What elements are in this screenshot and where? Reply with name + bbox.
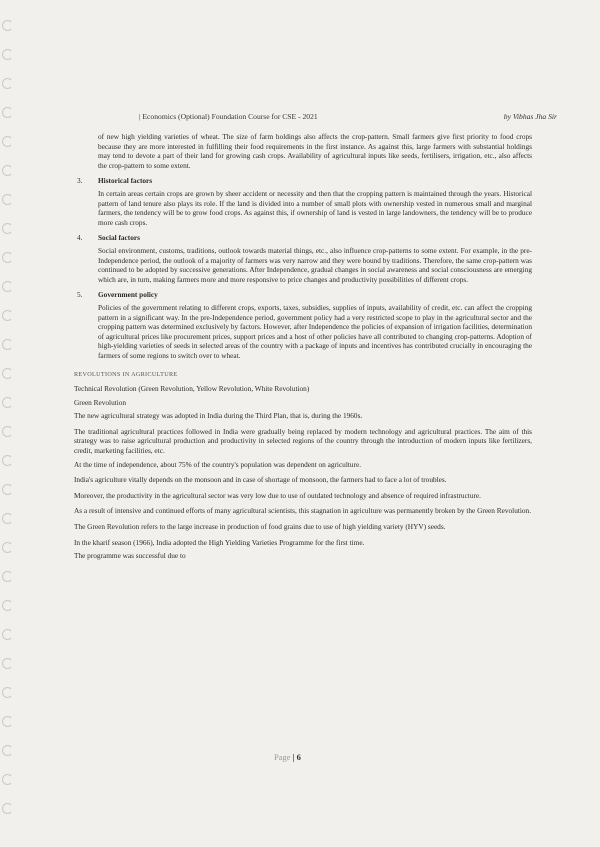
binder-hole	[2, 165, 13, 176]
factor-number: 4.	[77, 233, 83, 243]
binder-hole	[2, 107, 13, 118]
binder-hole	[2, 542, 13, 553]
paragraph: As a result of intensive and continued efforts of many agricultural scientists, this stagnation in agriculture was permanently broken by the Green Revolution.	[74, 506, 532, 516]
page-label: Page	[274, 752, 291, 762]
binder-hole	[2, 281, 13, 292]
header-author: by Vibhas Jha Sir	[503, 112, 557, 121]
binder-hole	[2, 136, 13, 147]
paragraph: The Green Revolution refers to the large increase in production of food grains due to use of high yielding variety (HYV) seeds.	[74, 522, 446, 531]
binder-hole	[2, 484, 13, 495]
binder-hole	[2, 78, 13, 89]
paragraph: Moreover, the productivity in the agricultural sector was very low due to use of outdated technology and absence of required infrastructure.	[74, 490, 481, 500]
binder-hole	[2, 803, 13, 814]
paragraph: The new agricultural strategy was adopted in India during the Third Plan, that is, during the 1960s.	[74, 411, 363, 421]
page-number: | 6	[292, 752, 301, 762]
binder-hole	[2, 223, 13, 234]
factor-title: Historical factors	[98, 176, 153, 186]
binder-hole	[2, 658, 13, 669]
binder-hole	[2, 252, 13, 263]
binder-hole	[2, 600, 13, 611]
paragraph: Technical Revolution (Green Revolution, Yellow Revolution, White Revolution)	[74, 384, 310, 394]
binder-hole	[2, 455, 13, 466]
factor-item	[74, 290, 532, 360]
paragraph: Green Revolution	[74, 397, 127, 407]
binder-hole	[2, 368, 13, 379]
binder-hole	[2, 571, 13, 582]
paragraph: At the time of independence, about 75% of the country's population was dependent on agriculture.	[74, 459, 362, 469]
binder-hole	[2, 310, 13, 321]
page-body	[74, 132, 532, 561]
factor-item	[74, 176, 532, 227]
binder-hole	[2, 339, 13, 350]
binder-hole	[2, 49, 13, 60]
page-footer	[274, 752, 301, 762]
binder-hole	[2, 397, 13, 408]
binder-hole	[2, 20, 13, 31]
factor-text: In certain areas certain crops are grown by sheer accident or necessity and then that the cropping pattern is maintained through the years. Historical pattern of land tenure also plays its role. If the land is divided into a number of small plots with ownership vested in numerous small and marginal farmers, the tendency will be to grow food crops. As against this, if ownership of land is vested in large landowners, the tendency will be to produce more cash crops.	[98, 188, 532, 227]
binder-hole	[2, 745, 13, 756]
factor-number: 3.	[77, 176, 83, 186]
binder-hole	[2, 774, 13, 785]
continuation-paragraph: of new high yielding varieties of wheat. The size of farm holdings also affects the crop-pattern. Small farmers give first priority to food crops because they are more interested in fulfilling their food requirements in the first instance. As against this, large farmers with substantial holdings may tend to devote a part of their land for growing cash crops. Availability of agricultural inputs like seeds, fertilisers, irrigation, etc., also affects the crop-pattern to some extent.	[98, 132, 532, 170]
binder-hole	[2, 426, 13, 437]
factor-number: 5.	[77, 290, 83, 300]
binder-hole	[2, 513, 13, 524]
section-heading: REVOLUTIONS IN AGRICULTURE	[74, 371, 178, 379]
factor-item	[74, 233, 532, 284]
paragraph: The traditional agricultural practices followed in India were gradually being replaced by modern technology and agricultural practices. The aim of this strategy was to raise agricultural production and productivity in selected regions of the country through the introduction of modern inputs like fertilizers, credit, marketing facilities, etc.	[74, 426, 532, 456]
header-course-title: | Economics (Optional) Foundation Course for CSE - 2021	[139, 112, 318, 121]
factor-title: Social factors	[98, 233, 140, 243]
factor-text: Social environment, customs, traditions, outlook towards material things, etc., also influence crop-patterns to some extent. For example, in the pre-Independence period, the outlook of a majority of farmers was very narrow and they were bound by traditions. Therefore, the same crop-pattern was continued to be adopted by successive generations. After Independence, gradual changes in social awareness and social consciousness are emerging which are, in turn, making farmers more and more responsive to price changes and productivity possibilities of different crops.	[98, 245, 532, 284]
binder-hole	[2, 687, 13, 698]
factor-title: Government policy	[98, 290, 158, 300]
binder-hole	[2, 629, 13, 640]
paragraph: In the kharif season (1966), India adopted the High Yielding Varieties Programme for the first time.	[74, 537, 365, 547]
paragraph: The programme was successful due to	[74, 551, 186, 561]
factor-text: Policies of the government relating to different crops, exports, taxes, subsidies, supplies of inputs, availability of credit, etc. can affect the cropping pattern in a significant way. In the pre-Independence period, government policy had a very restricted scope to play in the agricultural sector and the cropping pattern was determined exclusively by factors. However, after Independence the policies of expansion of irrigation facilities, determination of agricultural prices like procurement prices, support prices and a host of other policies have all contributed to changing crop-patterns. Adoption of high-yielding varieties of seeds in selected areas of the country with a package of inputs and incentives has contributed crucially in encouraging the farmers of some regions to switch over to wheat.	[98, 302, 532, 360]
binder-hole	[2, 716, 13, 727]
binder-hole	[2, 194, 13, 205]
paragraph: India's agriculture vitally depends on the monsoon and in case of shortage of monsoon, the farmers had to face a lot of troubles.	[74, 475, 447, 485]
binder-holes	[2, 20, 16, 830]
